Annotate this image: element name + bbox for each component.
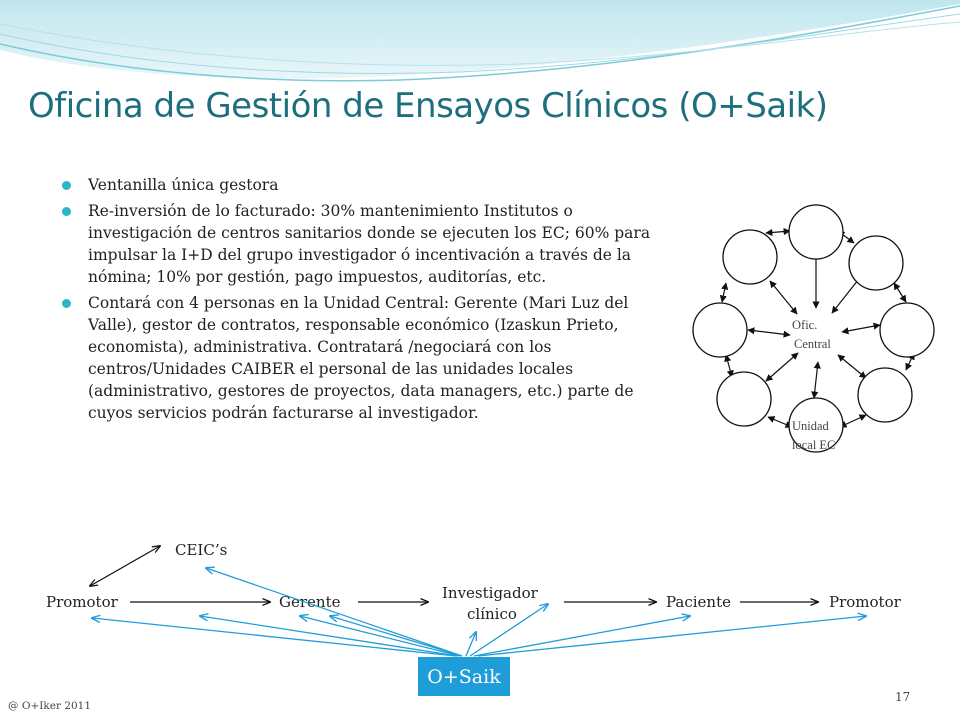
local-unit-label: Unidad: [792, 419, 829, 433]
central-office-label: Central: [794, 337, 831, 351]
bullet-dot-icon: [62, 299, 71, 308]
ring-arrow: [722, 283, 726, 302]
investigador-label: clínico: [467, 605, 517, 623]
spoke-arrow: [770, 281, 797, 314]
outer-node-circle: [723, 230, 777, 284]
outer-node-circle: [789, 205, 843, 259]
outer-node-circle: [880, 303, 934, 357]
bullet-text: Ventanilla única gestora: [88, 176, 279, 194]
flow-arrow: [90, 546, 160, 586]
spoke-arrow: [814, 362, 818, 398]
ring-arrow: [894, 283, 906, 302]
page-number: 17: [895, 690, 911, 704]
bullet-text: Re-inversión de lo facturado: 30% mantenimiento Institutos o investigación de centros sanitarios donde se ejecuten los EC; 60% para impulsar la I+D del grupo investigador ó incentivación a través de la nómina; 10% por gestión, pago impuestos, auditorías, etc.: [88, 202, 651, 286]
bullet-list: [62, 174, 662, 428]
osaik-arrow: [200, 616, 458, 656]
investigador-label: Investigador: [442, 584, 538, 602]
spoke-arrow: [766, 353, 798, 381]
ring-arrow: [840, 415, 866, 427]
bullet-item: [62, 174, 662, 196]
promotor-right-label: Promotor: [829, 593, 901, 611]
outer-node-circle: [693, 303, 747, 357]
ring-arrow: [766, 231, 790, 233]
gerente-label: Gerente: [279, 593, 341, 611]
bullet-item: [62, 292, 662, 424]
outer-node-circle: [717, 372, 771, 426]
bullet-dot-icon: [62, 181, 71, 190]
osaik-hub-box: O+Saik: [418, 657, 510, 696]
central-office-label: Ofic.: [792, 318, 818, 332]
header-wave-decoration: [0, 0, 960, 92]
network-diagram: [680, 195, 950, 470]
bullet-item: [62, 200, 662, 288]
outer-node-circle: [849, 236, 903, 290]
page-title: Oficina de Gestión de Ensayos Clínicos (O+Saik): [28, 86, 828, 126]
spoke-arrow: [842, 325, 880, 332]
spoke-arrow: [838, 355, 866, 378]
paciente-label: Paciente: [666, 593, 732, 611]
bullet-dot-icon: [62, 207, 71, 216]
osaik-arrow: [300, 616, 460, 656]
footer-copyright: @ O+Iker 2011: [8, 700, 92, 712]
outer-node-circle: [858, 368, 912, 422]
osaik-arrow: [478, 616, 866, 656]
bullet-text: Contará con 4 personas en la Unidad Central: Gerente (Mari Luz del Valle), gestor de contratos, responsable económico (Izaskun Prieto, economista), administrativa. Contratará /negociará con los centros/Unidades CAIBER el personal de las unidades locales (administrativo, gestores de proyectos, data managers, etc.) parte de cuyos servicios podrán facturarse al investigador.: [88, 294, 634, 422]
spoke-arrow: [748, 330, 790, 335]
ceics-label: CEIC’s: [175, 541, 228, 559]
local-unit-label: local EC: [792, 438, 836, 452]
ring-arrow: [726, 355, 732, 377]
promotor-left-label: Promotor: [46, 593, 118, 611]
